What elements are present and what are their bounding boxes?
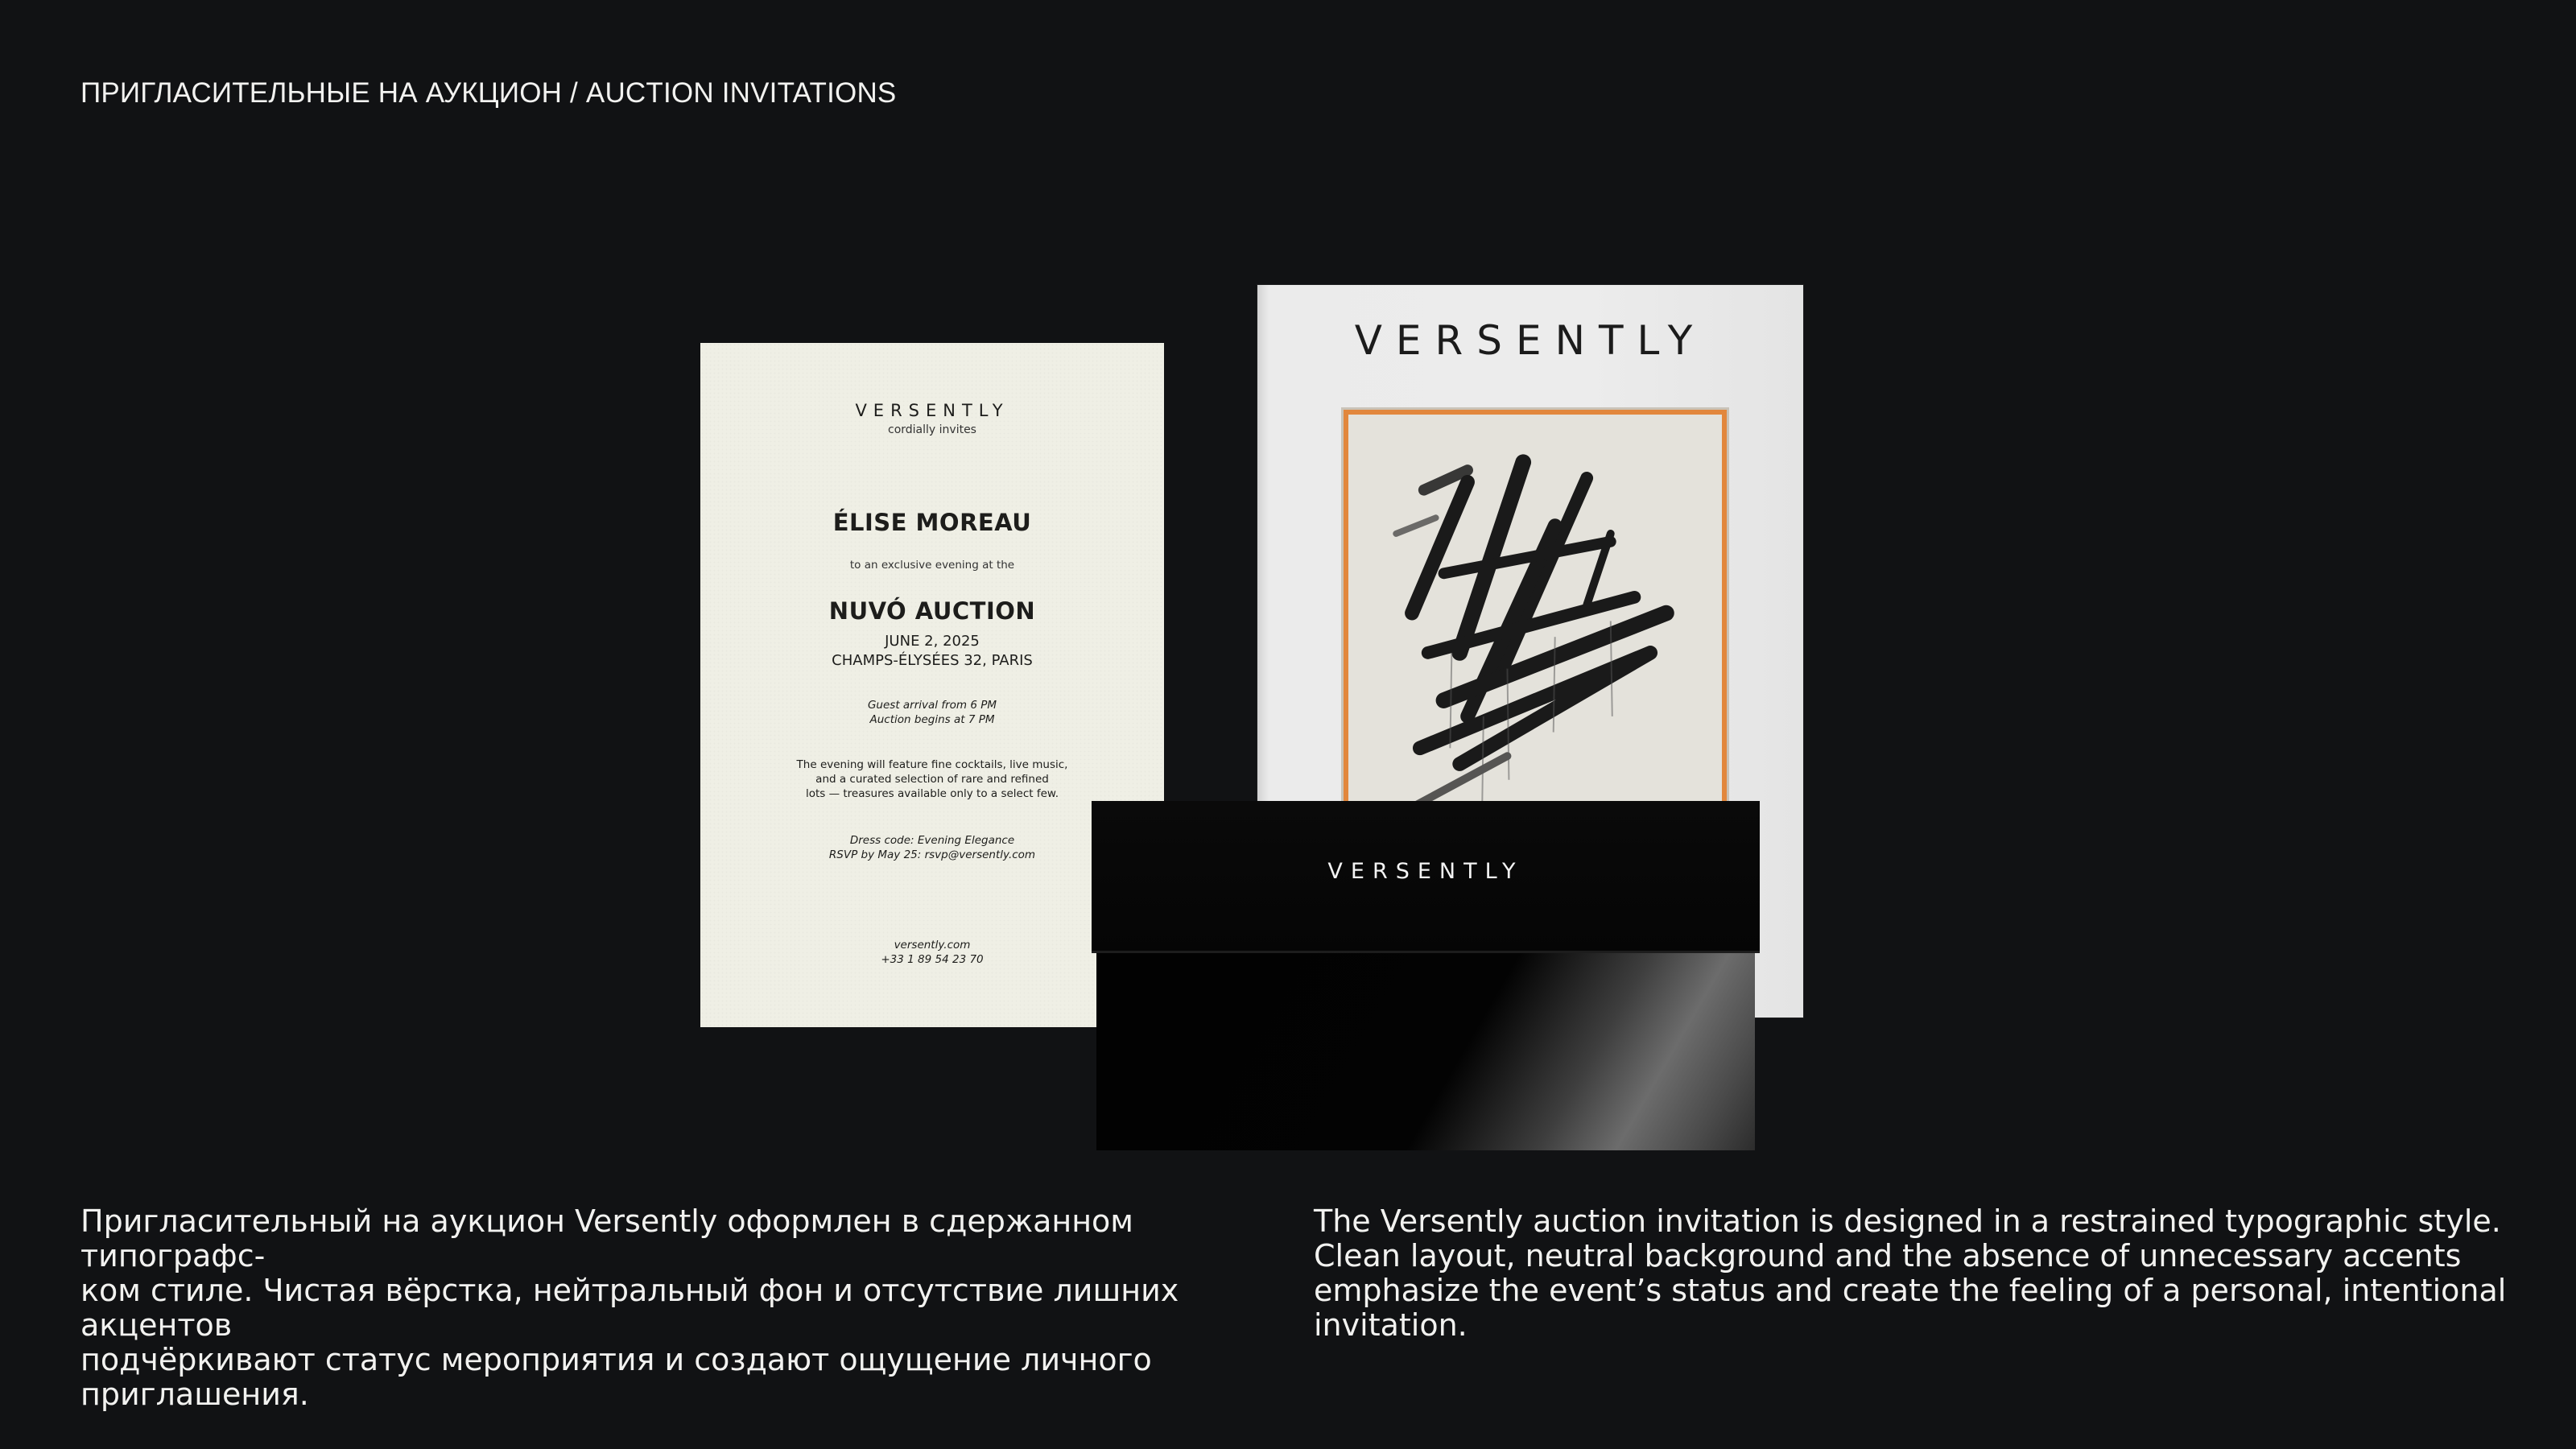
card-description-line: The evening will feature fine cocktails, live music, (796, 758, 1068, 771)
card-invites-text: cordially invites (888, 423, 976, 436)
card-arrival-time: Guest arrival from 6 PM (867, 699, 997, 712)
envelope-brand: VERSENTLY (1327, 859, 1524, 884)
card-phone: +33 1 89 54 23 70 (881, 953, 984, 966)
card-description-line: and a curated selection of rare and refined (815, 773, 1049, 786)
envelope-body (1096, 947, 1755, 1150)
page-title: ПРИГЛАСИТЕЛЬНЫЕ НА АУКЦИОН / AUCTION INVITATIONS (80, 77, 897, 109)
envelope-flap (1092, 801, 1760, 953)
card-tagline: to an exclusive evening at the (849, 559, 1015, 572)
catalog-title: VERSENTLY (1354, 317, 1707, 364)
card-website: versently.com (894, 939, 971, 952)
card-dress-code: Dress code: Evening Elegance (849, 834, 1015, 847)
black-envelope (1092, 801, 1760, 1155)
card-start-time: Auction begins at 7 PM (869, 713, 995, 726)
description-english: The Versently auction invitation is designed in a restrained typographic style. Clean layout, neutral background and the absence of unnecessary accents emphasize the event’s status and create the feeling of a personal, intentional invitation. (1314, 1203, 2507, 1343)
card-rsvp: RSVP by May 25: rsvp@versently.com (828, 848, 1036, 861)
card-event-name: NUVÓ AUCTION (828, 597, 1036, 625)
card-description-line: lots — treasures available only to a select few. (805, 787, 1059, 800)
card-brand: VERSENTLY (855, 401, 1009, 420)
description-russian: Пригласительный на аукцион Versently оформлен в сдержанном типографс- ком стиле. Чистая вёрстка, нейтральный фон и отсутствие лишних акцентов подчёркивают статус мероприятия и создают ощущение личного приглашения. (80, 1203, 1179, 1412)
card-date: JUNE 2, 2025 (885, 633, 980, 650)
card-venue: CHAMPS-ÉLYSÉES 32, PARIS (832, 652, 1033, 669)
card-guest-name: ÉLISE MOREAU (832, 509, 1032, 536)
